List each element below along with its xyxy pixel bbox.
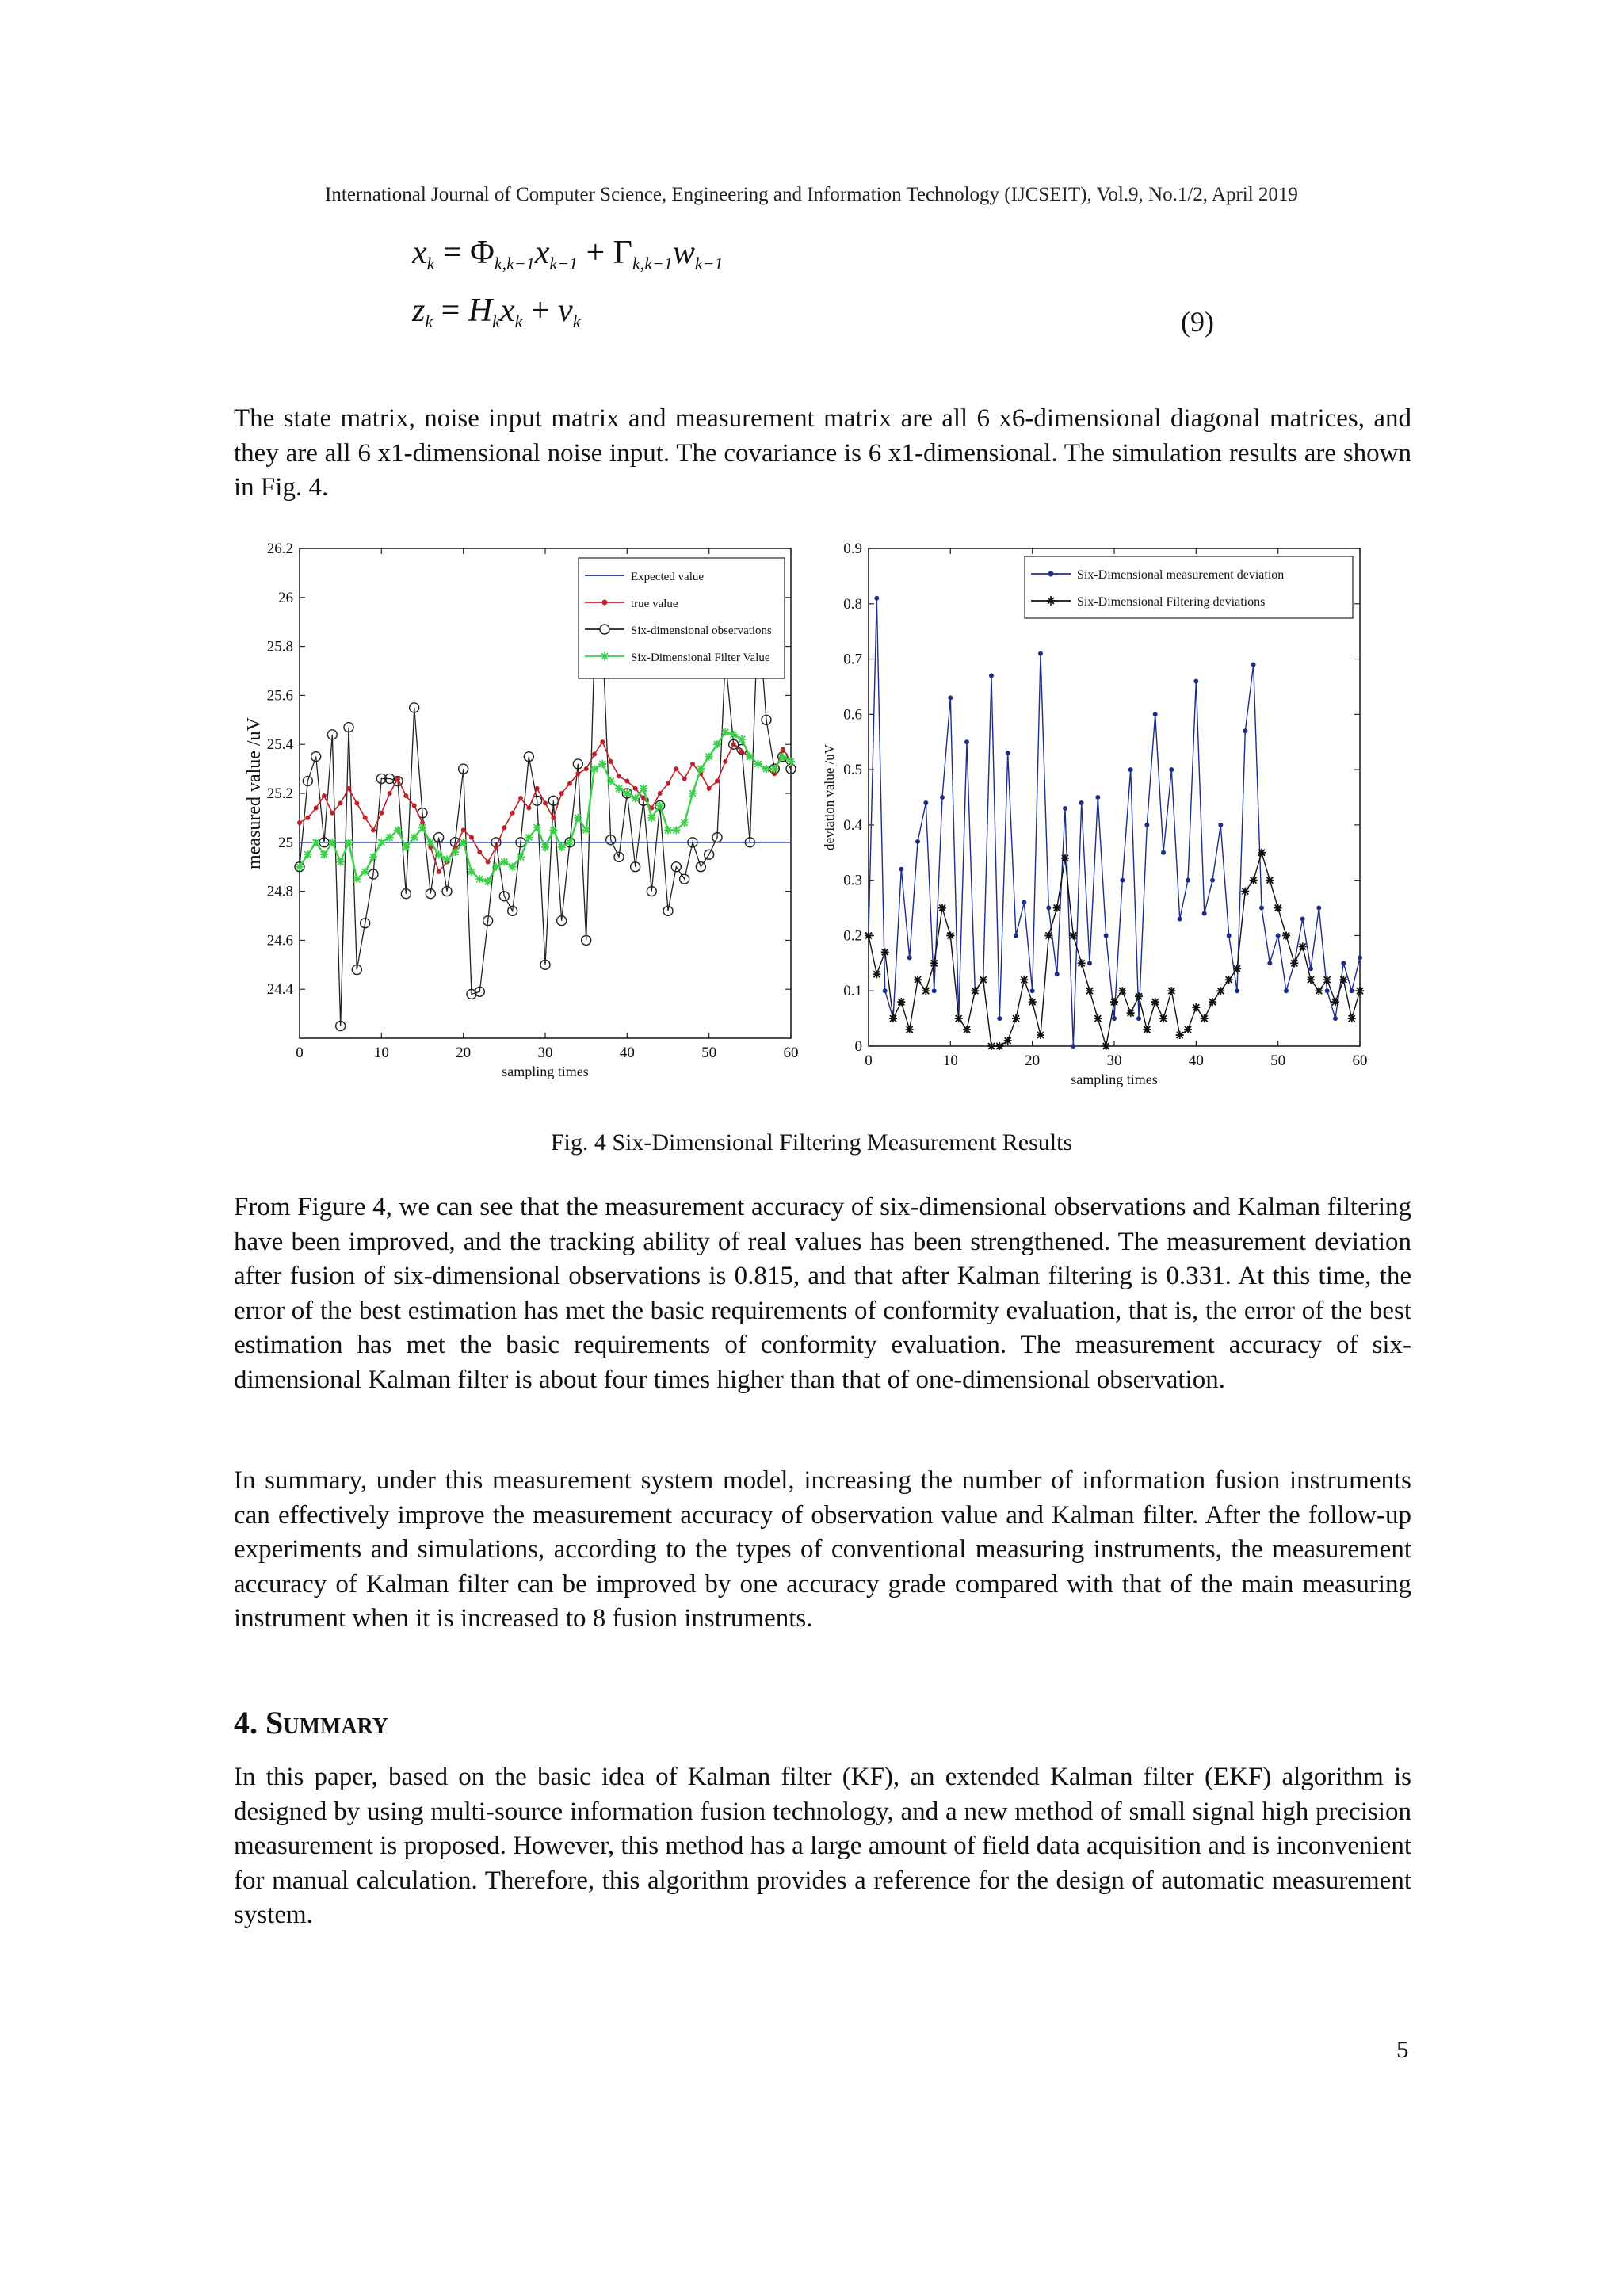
legend-box bbox=[1025, 556, 1353, 618]
x-axis-label: sampling times bbox=[502, 1064, 589, 1079]
point-true bbox=[682, 776, 687, 781]
x-tick-label: 30 bbox=[537, 1045, 553, 1061]
point-filter bbox=[475, 875, 483, 883]
x-tick-label: 20 bbox=[1025, 1052, 1041, 1069]
point-filtering-deviation bbox=[946, 931, 954, 939]
point-filter bbox=[426, 839, 434, 846]
point-filter bbox=[500, 858, 508, 866]
point-true bbox=[584, 766, 589, 771]
point-filtering-deviation bbox=[1282, 931, 1290, 939]
point-filtering-deviation bbox=[1184, 1026, 1192, 1033]
point-measurement-deviation bbox=[1063, 806, 1067, 811]
x-tick-label: 30 bbox=[1106, 1052, 1122, 1069]
point-filter bbox=[762, 765, 770, 773]
legend-label: Six-Dimensional Filtering deviations bbox=[1077, 595, 1266, 609]
point-measurement-deviation bbox=[1144, 823, 1149, 827]
point-filter bbox=[574, 814, 582, 822]
point-filter bbox=[525, 834, 533, 842]
legend-label: Six-Dimensional measurement deviation bbox=[1077, 568, 1285, 582]
point-true bbox=[437, 869, 441, 874]
point-measurement-deviation bbox=[1276, 933, 1281, 938]
point-measurement-deviation bbox=[997, 1016, 1002, 1021]
point-filter bbox=[582, 826, 590, 834]
x-axis-label: sampling times bbox=[1071, 1072, 1158, 1087]
point-filtering-deviation bbox=[1250, 877, 1258, 884]
point-filtering-deviation bbox=[1020, 976, 1028, 984]
x-tick-label: 40 bbox=[1188, 1052, 1204, 1069]
point-measurement-deviation bbox=[1136, 1016, 1141, 1021]
equation-state: $x_k = \Phi_{k,k-1}x_{k-1} + \Gamma_{k,k-1}w_{k-1}$ bbox=[412, 235, 724, 273]
point-filtering-deviation bbox=[873, 970, 880, 978]
point-measurement-deviation bbox=[1055, 972, 1060, 976]
point-filter bbox=[509, 863, 517, 871]
point-true bbox=[322, 793, 327, 798]
point-filtering-deviation bbox=[1102, 1042, 1110, 1050]
point-measurement-deviation bbox=[1161, 850, 1166, 855]
point-filter bbox=[533, 823, 541, 831]
x-tick-label: 0 bbox=[865, 1052, 873, 1069]
point-true bbox=[624, 779, 629, 784]
point-filter bbox=[697, 765, 705, 773]
point-true bbox=[674, 766, 678, 771]
point-filtering-deviation bbox=[1209, 998, 1216, 1006]
point-filter bbox=[411, 834, 418, 842]
point-filtering-deviation bbox=[1192, 1003, 1200, 1011]
page-number: 5 bbox=[1396, 2035, 1409, 2063]
point-true bbox=[395, 776, 400, 781]
section-heading bbox=[234, 1704, 388, 1741]
y-tick-label: 0.7 bbox=[843, 651, 862, 668]
point-filter bbox=[451, 848, 459, 856]
point-measurement-deviation bbox=[1243, 728, 1247, 733]
point-filtering-deviation bbox=[881, 948, 889, 956]
point-true bbox=[371, 827, 376, 832]
point-filter bbox=[328, 839, 336, 846]
point-measurement-deviation bbox=[932, 988, 937, 993]
point-filter bbox=[345, 839, 353, 846]
y-tick-label: 24.8 bbox=[266, 883, 293, 900]
point-true bbox=[346, 786, 351, 791]
equation-number: (9) bbox=[1181, 306, 1214, 338]
x-tick-label: 50 bbox=[701, 1045, 717, 1061]
point-true bbox=[388, 791, 392, 796]
paragraph-results: From Figure 4, we can see that the measurement accuracy of six-dimensional observations and Kalman filtering have been improved, and the tracking ability of real values has been strengthened. The measurement deviation after fusion of six-dimensional observations is 0.815, and that after Kalman filtering is 0.331. At this time, the error of the best estimation has met the basic requirements of conformity evaluation, that is, the error of the best estimation has met the basic requirements of conformity evaluation. The measurement accuracy of six-dimensional Kalman filter is about four times higher than that of one-dimensional observation. bbox=[234, 1193, 1411, 1394]
point-true bbox=[330, 811, 334, 816]
point-measurement-deviation bbox=[1153, 712, 1158, 716]
x-tick-label: 50 bbox=[1270, 1052, 1286, 1069]
point-measurement-deviation bbox=[1308, 966, 1313, 971]
point-filtering-deviation bbox=[938, 904, 946, 912]
point-filtering-deviation bbox=[1069, 931, 1077, 939]
point-true bbox=[567, 781, 572, 786]
point-filtering-deviation bbox=[906, 1026, 914, 1033]
legend-label: Expected value bbox=[631, 571, 705, 583]
point-filter bbox=[664, 826, 672, 834]
point-filtering-deviation bbox=[995, 1042, 1003, 1050]
section-title: Summary bbox=[265, 1705, 388, 1740]
y-tick-label: 25.4 bbox=[266, 736, 293, 754]
point-true bbox=[469, 835, 474, 840]
point-filtering-deviation bbox=[1233, 965, 1241, 972]
point-true bbox=[600, 739, 605, 744]
point-true bbox=[403, 793, 408, 798]
point-true bbox=[486, 860, 491, 865]
x-tick-label: 10 bbox=[942, 1052, 958, 1069]
point-measurement-deviation bbox=[1128, 767, 1133, 772]
y-axis-label: measured value /uV bbox=[244, 717, 265, 869]
point-filter bbox=[721, 728, 729, 736]
point-measurement-deviation bbox=[1316, 906, 1321, 911]
point-filter bbox=[517, 853, 525, 861]
point-measurement-deviation bbox=[1267, 961, 1272, 965]
point-filter bbox=[337, 858, 345, 866]
point-true bbox=[715, 779, 720, 784]
point-true bbox=[617, 774, 621, 778]
point-filter bbox=[541, 843, 549, 851]
point-measurement-deviation bbox=[1227, 933, 1232, 938]
point-filtering-deviation bbox=[1078, 959, 1086, 967]
point-filter bbox=[369, 853, 377, 861]
point-filtering-deviation bbox=[1323, 976, 1331, 984]
point-filter bbox=[353, 875, 361, 883]
point-filtering-deviation bbox=[1266, 877, 1274, 884]
point-filter bbox=[632, 794, 640, 802]
y-tick-label: 0.3 bbox=[843, 872, 862, 889]
point-measurement-deviation bbox=[940, 795, 945, 800]
point-filtering-deviation bbox=[1216, 987, 1224, 995]
point-measurement-deviation bbox=[1006, 751, 1010, 755]
point-measurement-deviation bbox=[1218, 823, 1223, 827]
y-tick-label: 24.6 bbox=[266, 932, 293, 949]
y-tick-label: 26 bbox=[278, 589, 293, 606]
point-true bbox=[379, 811, 384, 816]
y-tick-label: 0 bbox=[854, 1038, 862, 1055]
point-filtering-deviation bbox=[1004, 1037, 1012, 1045]
point-measurement-deviation bbox=[1030, 988, 1035, 993]
paragraph-summary-findings: In summary, under this measurement system model, increasing the number of information fusion instruments can effectively improve the measurement accuracy of observation value and Kalman filter. After the follow-up experiments and simulations, according to the types of conventional measuring instruments, the measurement accuracy of Kalman filter can be improved by one accuracy grade compared with that of the main measuring instrument when it is increased to 8 fusion instruments. bbox=[234, 1466, 1411, 1633]
point-measurement-deviation bbox=[1333, 1016, 1338, 1021]
equation-measurement: $z_k = H_kx_k + v_k$ bbox=[412, 292, 581, 331]
legend-swatch-marker bbox=[602, 600, 608, 606]
point-filtering-deviation bbox=[971, 987, 979, 995]
point-filtering-deviation bbox=[1258, 849, 1266, 857]
point-measurement-deviation bbox=[1104, 933, 1109, 938]
point-true bbox=[575, 771, 580, 776]
x-tick-label: 20 bbox=[456, 1045, 472, 1061]
point-filtering-deviation bbox=[889, 1014, 897, 1022]
point-measurement-deviation bbox=[1186, 878, 1190, 883]
point-measurement-deviation bbox=[1112, 1016, 1117, 1021]
point-filtering-deviation bbox=[1037, 1031, 1044, 1039]
point-filtering-deviation bbox=[1167, 987, 1175, 995]
legend-label: true value bbox=[631, 598, 678, 610]
paragraph-intro: The state matrix, noise input matrix and measurement matrix are all 6 x6-dimensional diagonal matrices, and they are all 6 x1-dimensional noise input. The covariance is 6 x1-dimensional. The simulation results are shown in Fig. 4. bbox=[234, 404, 1411, 502]
running-header: International Journal of Computer Science, Engineering and Information Technology (IJCSEIT), Vol.9, No.1/2, April 2019 bbox=[325, 184, 1298, 205]
point-measurement-deviation bbox=[1210, 878, 1215, 883]
y-tick-label: 0.2 bbox=[843, 927, 862, 945]
point-measurement-deviation bbox=[1079, 800, 1084, 805]
point-filtering-deviation bbox=[1012, 1014, 1020, 1022]
point-measurement-deviation bbox=[1325, 988, 1330, 993]
point-filter bbox=[730, 731, 738, 739]
point-measurement-deviation bbox=[1169, 767, 1174, 772]
legend-swatch-marker bbox=[1048, 571, 1054, 577]
point-true bbox=[363, 816, 368, 820]
point-filtering-deviation bbox=[1348, 1014, 1356, 1022]
point-filter bbox=[304, 850, 311, 858]
y-tick-label: 0.6 bbox=[843, 706, 862, 724]
series-line-measurement-deviation bbox=[869, 598, 1360, 1046]
y-tick-label: 25.6 bbox=[266, 687, 293, 705]
point-filtering-deviation bbox=[1290, 959, 1298, 967]
point-filtering-deviation bbox=[1029, 998, 1037, 1006]
point-filtering-deviation bbox=[1225, 976, 1233, 984]
y-tick-label: 25 bbox=[278, 834, 293, 851]
point-measurement-deviation bbox=[907, 955, 912, 960]
point-true bbox=[551, 816, 556, 820]
chart-deviation-values bbox=[816, 531, 1387, 1102]
point-filter bbox=[435, 850, 443, 858]
point-filter bbox=[484, 877, 492, 885]
point-true bbox=[412, 803, 417, 808]
point-filter bbox=[713, 740, 721, 748]
point-true bbox=[510, 811, 515, 816]
legend-swatch-marker bbox=[600, 625, 609, 634]
point-filter bbox=[402, 843, 410, 851]
point-measurement-deviation bbox=[1071, 1044, 1075, 1049]
point-true bbox=[502, 825, 506, 830]
point-filtering-deviation bbox=[955, 1014, 963, 1022]
point-true bbox=[461, 827, 466, 832]
point-true bbox=[477, 850, 482, 854]
point-filter bbox=[296, 863, 304, 871]
point-filter bbox=[738, 735, 746, 743]
point-filter bbox=[746, 753, 754, 761]
point-filter bbox=[320, 850, 328, 858]
point-true bbox=[658, 791, 663, 796]
point-filtering-deviation bbox=[1315, 987, 1323, 995]
point-filtering-deviation bbox=[1044, 931, 1052, 939]
chart-measured-values bbox=[238, 531, 808, 1102]
point-filter bbox=[754, 760, 762, 768]
point-measurement-deviation bbox=[1300, 917, 1305, 922]
point-filtering-deviation bbox=[1201, 1014, 1209, 1022]
point-measurement-deviation bbox=[923, 800, 928, 805]
point-filter bbox=[394, 826, 402, 834]
point-true bbox=[354, 800, 359, 805]
point-filtering-deviation bbox=[1331, 998, 1339, 1006]
point-measurement-deviation bbox=[915, 839, 920, 844]
point-measurement-deviation bbox=[1087, 961, 1092, 965]
point-filter bbox=[598, 760, 606, 768]
point-filter bbox=[590, 765, 598, 773]
point-filter bbox=[418, 823, 426, 831]
point-filtering-deviation bbox=[1356, 987, 1364, 995]
point-filtering-deviation bbox=[1176, 1031, 1184, 1039]
point-measurement-deviation bbox=[964, 739, 969, 744]
point-measurement-deviation bbox=[883, 988, 888, 993]
point-filtering-deviation bbox=[1110, 998, 1118, 1006]
point-true bbox=[707, 786, 712, 791]
point-filtering-deviation bbox=[865, 931, 873, 939]
point-filter bbox=[566, 839, 574, 846]
point-filtering-deviation bbox=[922, 987, 930, 995]
point-filter bbox=[681, 819, 689, 827]
y-tick-label: 0.9 bbox=[843, 541, 862, 557]
point-filtering-deviation bbox=[1053, 904, 1061, 912]
point-measurement-deviation bbox=[1341, 961, 1346, 965]
point-true bbox=[305, 816, 310, 820]
point-filter bbox=[623, 789, 631, 797]
paragraph-conclusion: In this paper, based on the basic idea of Kalman filter (KF), an extended Kalman filter (EKF) algorithm is designed by using multi-source information fusion technology, and a new method of small signal high precision measurement is proposed. However, this method has a large amount of field data acquisition and is inconvenient for manual calculation. Therefore, this algorithm provides a reference for the design of automatic measurement system. bbox=[234, 1763, 1411, 1929]
point-filter bbox=[492, 863, 500, 871]
point-measurement-deviation bbox=[1350, 988, 1354, 993]
point-filter bbox=[549, 826, 557, 834]
point-true bbox=[535, 786, 540, 791]
legend-label: Six-dimensional observations bbox=[631, 625, 772, 637]
point-true bbox=[526, 806, 531, 811]
point-filtering-deviation bbox=[930, 959, 938, 967]
point-filter bbox=[443, 855, 451, 863]
point-filtering-deviation bbox=[1118, 987, 1126, 995]
point-measurement-deviation bbox=[1251, 663, 1256, 667]
point-filter bbox=[468, 868, 475, 876]
point-true bbox=[739, 749, 744, 754]
point-filter bbox=[770, 765, 778, 773]
point-filter bbox=[640, 785, 647, 793]
point-measurement-deviation bbox=[1014, 933, 1018, 938]
y-tick-label: 0.1 bbox=[843, 983, 862, 1000]
y-tick-label: 26.2 bbox=[266, 541, 293, 557]
series-line-true bbox=[300, 742, 791, 872]
point-filter bbox=[656, 801, 664, 809]
point-true bbox=[781, 747, 785, 751]
point-true bbox=[494, 845, 498, 850]
y-tick-label: 25.8 bbox=[266, 638, 293, 655]
point-true bbox=[297, 820, 302, 825]
point-true bbox=[338, 800, 343, 805]
point-measurement-deviation bbox=[948, 695, 953, 700]
y-tick-label: 0.5 bbox=[843, 762, 862, 779]
y-tick-label: 0.4 bbox=[843, 816, 862, 834]
point-measurement-deviation bbox=[1193, 678, 1198, 683]
point-filtering-deviation bbox=[1299, 942, 1307, 950]
point-filtering-deviation bbox=[1241, 888, 1249, 896]
point-true bbox=[543, 800, 548, 805]
point-filtering-deviation bbox=[1274, 904, 1282, 912]
point-filter bbox=[647, 814, 655, 822]
point-true bbox=[731, 742, 736, 747]
x-tick-label: 0 bbox=[296, 1045, 304, 1061]
point-filtering-deviation bbox=[914, 976, 922, 984]
point-measurement-deviation bbox=[1284, 988, 1289, 993]
point-filter bbox=[312, 839, 320, 846]
point-true bbox=[690, 762, 695, 766]
y-tick-label: 25.2 bbox=[266, 785, 293, 802]
point-filtering-deviation bbox=[963, 1026, 971, 1033]
section-number: 4. bbox=[234, 1705, 265, 1740]
point-measurement-deviation bbox=[1095, 795, 1100, 800]
point-filtering-deviation bbox=[1307, 976, 1315, 984]
point-filtering-deviation bbox=[1127, 1009, 1135, 1017]
point-filter bbox=[689, 789, 697, 797]
point-filter bbox=[386, 834, 394, 842]
x-tick-label: 60 bbox=[783, 1045, 799, 1061]
point-filtering-deviation bbox=[1339, 976, 1347, 984]
point-filter bbox=[361, 868, 369, 876]
point-filtering-deviation bbox=[1143, 1026, 1151, 1033]
x-tick-label: 10 bbox=[373, 1045, 389, 1061]
point-filtering-deviation bbox=[897, 998, 905, 1006]
point-measurement-deviation bbox=[874, 596, 879, 601]
y-tick-label: 0.8 bbox=[843, 595, 862, 613]
point-filter bbox=[705, 753, 713, 761]
point-filter bbox=[787, 758, 795, 766]
point-filtering-deviation bbox=[1159, 1014, 1167, 1022]
point-true bbox=[666, 781, 670, 786]
point-true bbox=[633, 786, 638, 791]
point-measurement-deviation bbox=[1038, 651, 1043, 656]
point-measurement-deviation bbox=[899, 867, 903, 872]
x-tick-label: 60 bbox=[1352, 1052, 1368, 1069]
point-filtering-deviation bbox=[1151, 998, 1159, 1006]
point-filtering-deviation bbox=[1061, 854, 1069, 862]
point-measurement-deviation bbox=[1358, 955, 1362, 960]
point-filtering-deviation bbox=[987, 1042, 995, 1050]
y-tick-label: 24.4 bbox=[266, 981, 293, 999]
point-true bbox=[314, 806, 319, 811]
point-filtering-deviation bbox=[1135, 992, 1143, 1000]
y-axis-label: deviation value /uV bbox=[822, 743, 837, 851]
point-filtering-deviation bbox=[1086, 987, 1094, 995]
point-true bbox=[723, 759, 727, 764]
point-filter bbox=[460, 839, 468, 846]
legend-label: Six-Dimensional Filter Value bbox=[631, 651, 770, 664]
point-measurement-deviation bbox=[1202, 911, 1207, 916]
point-true bbox=[559, 791, 564, 796]
point-true bbox=[592, 752, 597, 757]
x-tick-label: 40 bbox=[619, 1045, 635, 1061]
point-true bbox=[518, 796, 523, 800]
point-filter bbox=[558, 843, 566, 851]
point-measurement-deviation bbox=[1235, 988, 1239, 993]
point-filter bbox=[779, 753, 787, 761]
figure-caption: Fig. 4 Six-Dimensional Filtering Measurement Results bbox=[550, 1129, 1073, 1156]
point-measurement-deviation bbox=[1178, 917, 1182, 922]
point-true bbox=[609, 759, 613, 764]
point-measurement-deviation bbox=[1259, 906, 1264, 911]
point-measurement-deviation bbox=[1120, 878, 1125, 883]
point-filtering-deviation bbox=[1094, 1014, 1102, 1022]
point-filter bbox=[672, 826, 680, 834]
point-measurement-deviation bbox=[1046, 906, 1051, 911]
point-filter bbox=[377, 839, 385, 846]
point-filter bbox=[607, 777, 615, 785]
point-measurement-deviation bbox=[989, 673, 994, 678]
point-filtering-deviation bbox=[980, 976, 987, 984]
point-measurement-deviation bbox=[1022, 900, 1026, 905]
point-filter bbox=[615, 785, 623, 793]
